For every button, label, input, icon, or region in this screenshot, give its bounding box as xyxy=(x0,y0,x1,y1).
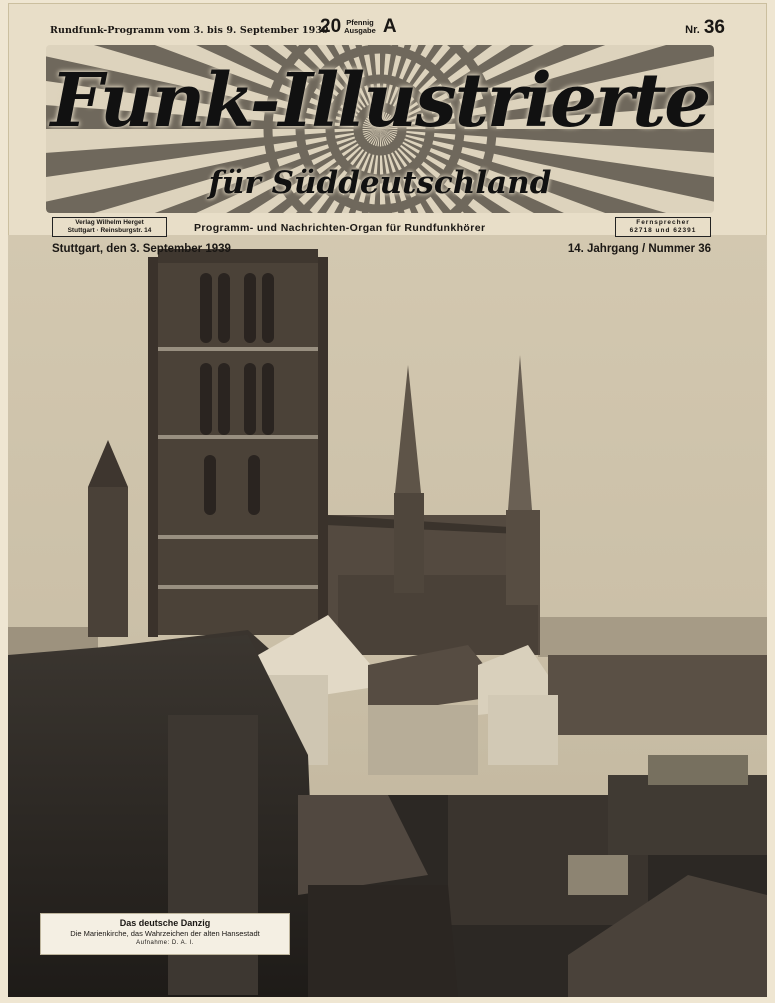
price-unit: Pfennig xyxy=(346,18,374,27)
price-value: 20 xyxy=(320,16,342,37)
issue-number-block xyxy=(685,17,725,39)
cover-photograph-st-mary-church-danzig xyxy=(8,235,767,997)
magazine-cover xyxy=(8,3,767,997)
organ-description: Programm- und Nachrichten-Organ für Rundfunkhörer xyxy=(194,222,486,234)
volume-number: 14. Jahrgang / Nummer 36 xyxy=(567,243,711,255)
phone-numbers: 62718 und 62391 xyxy=(629,227,697,234)
top-header-line xyxy=(50,17,725,43)
publisher-info-bar xyxy=(52,217,711,239)
dateline xyxy=(52,243,711,259)
magazine-title: Funk-Illustrierte xyxy=(50,58,710,144)
caption-text: Die Marienkirche, das Wahrzeichen der alten Hansestadt xyxy=(70,929,260,938)
issue-prefix: Nr. xyxy=(685,24,700,36)
program-dates: Rundfunk-Programm vom 3. bis 9. September 1939 xyxy=(50,25,329,36)
phone-label: Fernsprecher xyxy=(636,219,690,226)
caption-title: Das deutsche Danzig xyxy=(119,918,211,928)
publication-date: Stuttgart, den 3. September 1939 xyxy=(52,243,231,255)
publisher-box xyxy=(52,217,167,237)
price-unit-block xyxy=(344,19,376,35)
photo-caption xyxy=(40,913,290,955)
publisher-address: Stuttgart · Reinsburgstr. 14 xyxy=(67,227,152,234)
edition-label: Ausgabe xyxy=(344,26,376,35)
issue-number: 36 xyxy=(703,17,725,38)
publisher-name: Verlag Wilhelm Herget xyxy=(75,219,144,226)
edition-letter: A xyxy=(382,16,397,37)
magazine-subtitle: für Süddeutschland xyxy=(208,165,552,201)
caption-credit: Aufnahme: D. A. I. xyxy=(136,940,194,946)
phone-box xyxy=(615,217,711,237)
masthead xyxy=(46,45,714,213)
price-block xyxy=(320,17,397,37)
